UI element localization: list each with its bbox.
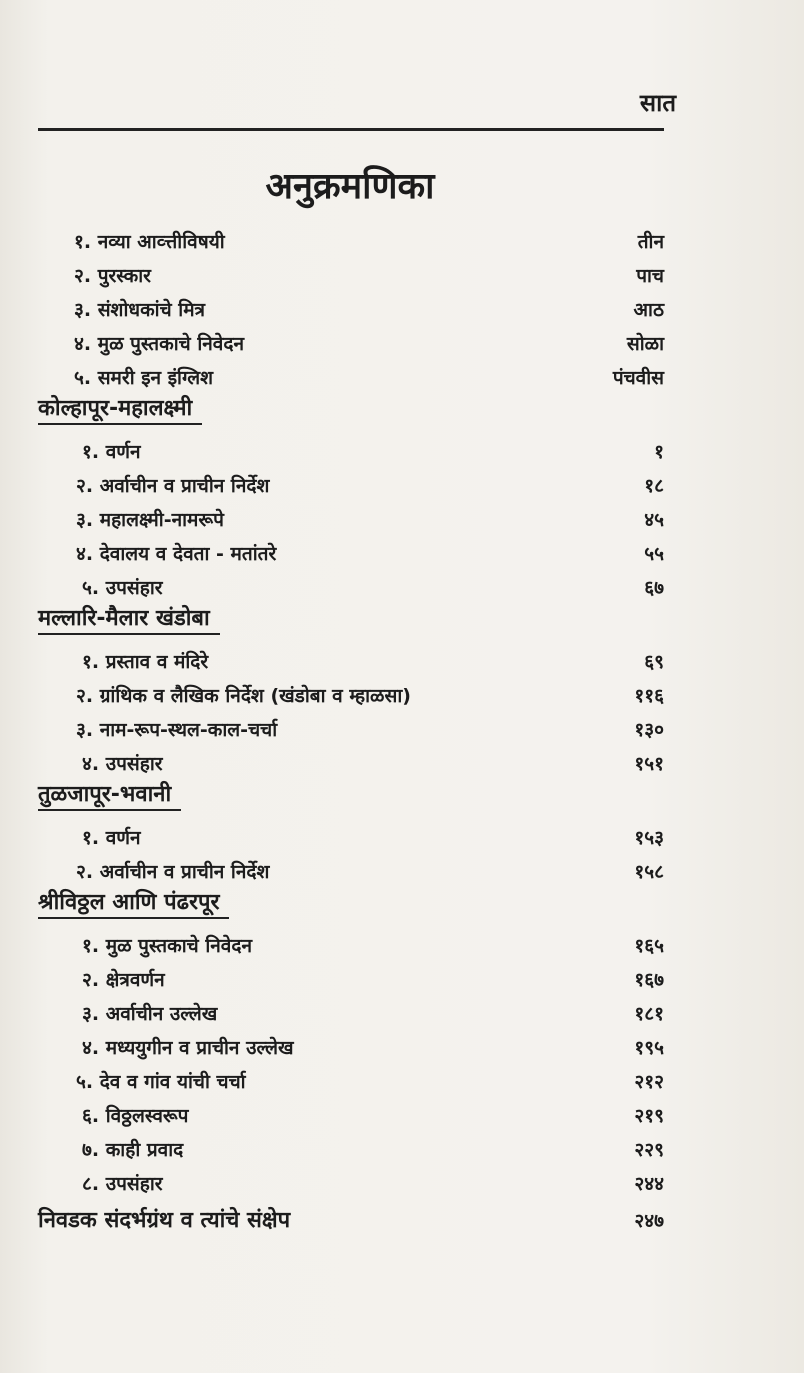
toc-entry-page: १५३ bbox=[634, 827, 664, 849]
toc-entry-label: २. अर्वाचीन व प्राचीन निर्देश bbox=[76, 861, 270, 883]
toc-entry-label: ६. विठ्ठलस्वरूप bbox=[82, 1105, 189, 1127]
toc-entry-label: ७. काही प्रवाद bbox=[82, 1139, 184, 1161]
toc-entry-page: २४७ bbox=[634, 1210, 664, 1232]
toc-entry-label: ५. समरी इन इंग्लिश bbox=[74, 367, 214, 389]
toc-entry bbox=[38, 361, 664, 395]
toc-entry-label: ४. उपसंहार bbox=[82, 753, 163, 775]
toc-entry bbox=[38, 645, 664, 679]
toc-entry-label: ३. महालक्ष्मी-नामरूपे bbox=[76, 509, 224, 531]
toc-entry-page: ११६ bbox=[634, 685, 664, 707]
toc-entry-label: १. वर्णन bbox=[82, 441, 141, 463]
toc-entry bbox=[38, 293, 664, 327]
toc-entry-label: १. वर्णन bbox=[82, 827, 141, 849]
section-title: श्रीविठ्ठल आणि पंढरपूर bbox=[38, 889, 229, 919]
toc-entry bbox=[38, 1167, 664, 1201]
toc-section-heading bbox=[38, 395, 664, 435]
page-number: सात bbox=[639, 89, 676, 117]
toc-entry bbox=[38, 963, 664, 997]
section-title: निवडक संदर्भग्रंथ व त्यांचे संक्षेप bbox=[38, 1208, 291, 1233]
toc-entry-label: २. क्षेत्रवर्णन bbox=[82, 969, 165, 991]
toc-entry-page: २१२ bbox=[634, 1071, 664, 1093]
toc-entry-page: तीन bbox=[637, 231, 664, 253]
toc-entry-page: १६७ bbox=[634, 969, 664, 991]
toc-entry-label: ४. मुळ पुस्तकाचे निवेदन bbox=[74, 333, 244, 355]
header-rule bbox=[38, 128, 664, 131]
toc-entry-page: १९५ bbox=[634, 1037, 664, 1059]
toc-entry bbox=[38, 855, 664, 889]
toc-entry-label: १. प्रस्ताव व मंदिरे bbox=[82, 651, 209, 673]
toc-entry-label: ५. उपसंहार bbox=[82, 577, 163, 599]
toc-entry-label: २. ग्रांथिक व लैखिक निर्देश (खंडोबा व म्हाळसा) bbox=[76, 685, 411, 707]
toc-entry bbox=[38, 537, 664, 571]
toc-entry bbox=[38, 929, 664, 963]
toc-entry-page: १८ bbox=[644, 475, 664, 497]
toc-section-heading bbox=[38, 605, 664, 645]
toc-entry-label: ५. देव व गांव यांची चर्चा bbox=[76, 1071, 246, 1093]
section-title: मल्लारि-मैलार खंडोबा bbox=[38, 605, 220, 635]
toc-section-heading bbox=[38, 781, 664, 821]
toc-entry bbox=[38, 435, 664, 469]
toc-entry bbox=[38, 503, 664, 537]
toc-entry-page: १ bbox=[654, 441, 664, 463]
toc-entry bbox=[38, 997, 664, 1031]
toc-entry bbox=[38, 1099, 664, 1133]
section-title: तुळजापूर-भवानी bbox=[38, 781, 181, 811]
toc-entry-label: २. अर्वाचीन व प्राचीन निर्देश bbox=[76, 475, 270, 497]
toc-final-entry bbox=[38, 1201, 664, 1241]
toc-entry-page: पाच bbox=[636, 265, 664, 287]
toc-entry-page: १८१ bbox=[634, 1003, 664, 1025]
toc-entry-label: १. नव्या आव्त्तीविषयी bbox=[74, 231, 225, 253]
section-title: कोल्हापूर-महालक्ष्मी bbox=[38, 395, 202, 425]
toc-entry-page: १६५ bbox=[634, 935, 664, 957]
toc-entry bbox=[38, 225, 664, 259]
toc-entry-page: ६९ bbox=[644, 651, 664, 673]
toc-entry bbox=[38, 259, 664, 293]
table-of-contents bbox=[38, 225, 664, 1241]
toc-entry-page: ६७ bbox=[644, 577, 664, 599]
toc-entry-label: ३. अर्वाचीन उल्लेख bbox=[82, 1003, 218, 1025]
toc-entry bbox=[38, 821, 664, 855]
toc-entry-label: ८. उपसंहार bbox=[82, 1173, 163, 1195]
toc-entry bbox=[38, 1133, 664, 1167]
toc-entry bbox=[38, 713, 664, 747]
toc-entry-page: २४४ bbox=[634, 1173, 664, 1195]
toc-entry-page: ५५ bbox=[644, 543, 664, 565]
toc-entry bbox=[38, 679, 664, 713]
toc-entry bbox=[38, 747, 664, 781]
toc-entry bbox=[38, 469, 664, 503]
toc-entry-page: २२९ bbox=[634, 1139, 664, 1161]
toc-entry-label: ३. नाम-रूप-स्थल-काल-चर्चा bbox=[76, 719, 278, 741]
toc-entry-label: २. पुरस्कार bbox=[74, 265, 151, 287]
toc-entry-page: १५८ bbox=[634, 861, 664, 883]
toc-entry-page: सोळा bbox=[626, 333, 664, 355]
toc-section-heading bbox=[38, 889, 664, 929]
toc-entry bbox=[38, 1065, 664, 1099]
toc-entry-page: २१९ bbox=[634, 1105, 664, 1127]
toc-entry-page: आठ bbox=[633, 299, 664, 321]
toc-entry-label: १. मुळ पुस्तकाचे निवेदन bbox=[82, 935, 252, 957]
toc-entry bbox=[38, 1031, 664, 1065]
page-title: अनुक्रमणिका bbox=[265, 166, 435, 207]
toc-entry-label: ३. संशोधकांचे मित्र bbox=[74, 299, 206, 321]
toc-entry-page: ४५ bbox=[644, 509, 664, 531]
toc-entry-page: १३० bbox=[634, 719, 664, 741]
toc-entry bbox=[38, 571, 664, 605]
toc-entry-page: १५१ bbox=[634, 753, 664, 775]
toc-entry-label: ४. मध्ययुगीन व प्राचीन उल्लेख bbox=[82, 1037, 294, 1059]
toc-entry-page: पंचवीस bbox=[612, 367, 664, 389]
toc-entry-label: ४. देवालय व देवता - मतांतरे bbox=[76, 543, 277, 565]
toc-entry bbox=[38, 327, 664, 361]
